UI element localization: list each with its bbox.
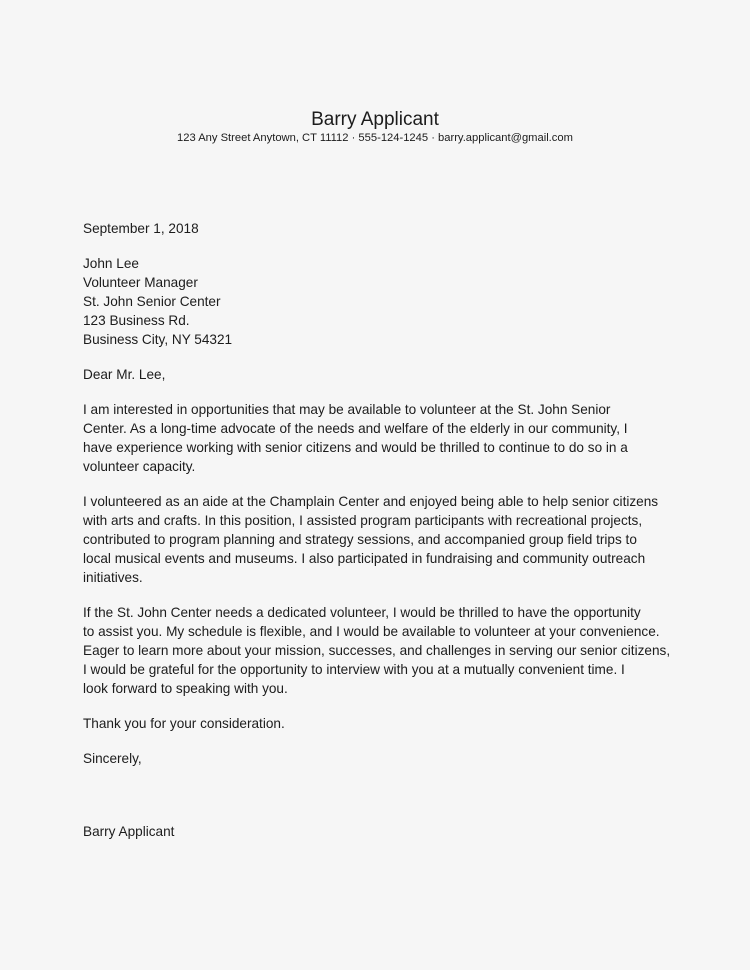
paragraph-line: with arts and crafts. In this position, I assisted program participants with recreational projects, [83,513,643,528]
paragraph-line: have experience working with senior citizens and would be thrilled to continue to do so in a [83,440,628,455]
letter-date: September 1, 2018 [83,221,199,236]
recipient-line: St. John Senior Center [83,294,221,309]
paragraph-line: I am interested in opportunities that may be available to volunteer at the St. John Senior [83,402,611,417]
recipient-line: 123 Business Rd. [83,313,190,328]
salutation: Dear Mr. Lee, [83,367,166,382]
paragraph-line: to assist you. My schedule is flexible, and I would be available to volunteer at your convenience. [83,624,660,639]
thanks-line: Thank you for your consideration. [83,716,285,731]
paragraph-line: I volunteered as an aide at the Champlain Center and enjoyed being able to help senior citizens [83,494,659,509]
paragraph-line: Center. As a long-time advocate of the needs and welfare of the elderly in our community, I [83,421,628,436]
recipient-line: John Lee [83,256,139,271]
paragraph-line: Eager to learn more about your mission, successes, and challenges in serving our senior citizens, [83,643,671,658]
sender-name: Barry Applicant [311,109,439,130]
recipient-line: Volunteer Manager [83,275,198,290]
paragraph-1 [83,400,683,476]
paragraph-line: initiatives. [83,570,143,585]
paragraph-line: look forward to speaking with you. [83,681,288,696]
recipient-line: Business City, NY 54321 [83,332,233,347]
letter-body [83,219,683,841]
paragraph-line: If the St. John Center needs a dedicated volunteer, I would be thrilled to have the opportunity [83,605,641,620]
paragraph-3 [83,603,683,698]
signature-name: Barry Applicant [83,824,175,839]
paragraph-line: local musical events and museums. I also participated in fundraising and community outreach [83,551,646,566]
paragraph-line: contributed to program planning and strategy sessions, and accompanied group field trips to [83,532,637,547]
sender-contact: 123 Any Street Anytown, CT 11112 · 555-124-1245 · barry.applicant@gmail.com [177,132,573,144]
paragraph-line: I would be grateful for the opportunity to interview with you at a mutually convenient time. I [83,662,625,677]
recipient-block [83,254,683,349]
closing: Sincerely, [83,751,142,766]
paragraph-line: volunteer capacity. [83,459,196,474]
paragraph-2 [83,492,683,587]
